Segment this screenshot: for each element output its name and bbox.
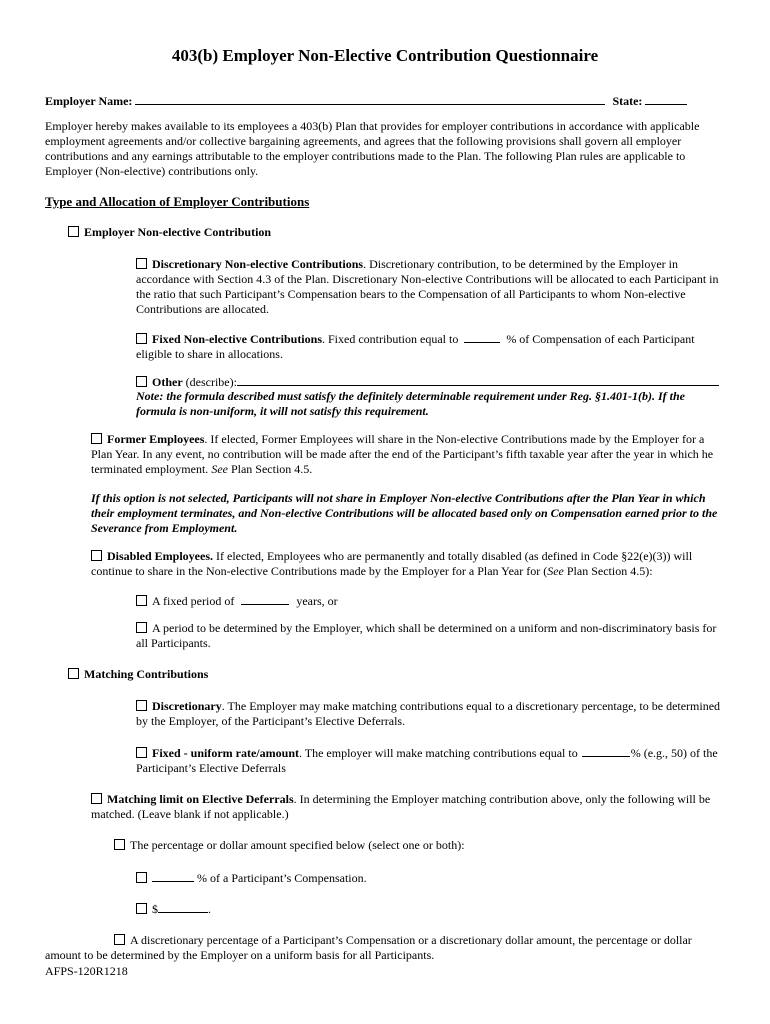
employer-name-row: [45, 93, 735, 109]
nonelective-checkbox[interactable]: [68, 226, 79, 237]
matching-discretionary-label: Discretionary: [152, 699, 222, 713]
pct-or-dollar-option: [114, 838, 726, 853]
employer-period-option: [136, 621, 726, 651]
dollar-checkbox[interactable]: [136, 903, 147, 914]
disabled-employees-text-b: Plan Section 4.5):: [563, 564, 653, 578]
matching-option: [68, 667, 208, 682]
disabled-employees-label: Disabled Employees.: [107, 549, 214, 563]
fixed-nonelective-percent-field[interactable]: [464, 331, 500, 343]
pct-comp-option: [136, 870, 367, 886]
disc-pct-checkbox[interactable]: [114, 934, 125, 945]
matching-checkbox[interactable]: [68, 668, 79, 679]
fixed-nonelective-text-a: . Fixed contribution equal to: [322, 332, 459, 346]
discretionary-nonelective-checkbox[interactable]: [136, 258, 147, 269]
employer-period-text: A period to be determined by the Employer, which shall be determined on a uniform and non-discriminatory basis for all Participants.: [136, 621, 717, 650]
disabled-employees-text-a: If elected, Employees who are permanently and totally disabled (as defined in Code §22(e)(3)) will continue to share in the Non-elective Contributions made by the Employer for a Plan Year for (: [91, 549, 693, 578]
matching-limit-text: . In determining the Employer matching contribution above, only the following will be matched. (Leave blank if not applicable.): [91, 792, 711, 821]
matching-limit-label: Matching limit on Elective Deferrals: [107, 792, 294, 806]
nonelective-label: Employer Non-elective Contribution: [84, 225, 272, 239]
pct-comp-text: % of a Participant’s Compensation.: [197, 871, 367, 885]
pct-comp-field[interactable]: [152, 870, 194, 882]
fixed-nonelective-label: Fixed Non-elective Contributions: [152, 332, 322, 346]
matching-fixed-percent-field[interactable]: [582, 745, 630, 757]
fixed-period-checkbox[interactable]: [136, 595, 147, 606]
matching-discretionary-option: [136, 699, 726, 729]
matching-fixed-label: Fixed - uniform rate/amount: [152, 746, 299, 760]
pct-or-dollar-checkbox[interactable]: [114, 839, 125, 850]
matching-discretionary-checkbox[interactable]: [136, 700, 147, 711]
fixed-nonelective-checkbox[interactable]: [136, 333, 147, 344]
employer-period-checkbox[interactable]: [136, 622, 147, 633]
other-note: Note: the formula described must satisfy the definitely determinable requirement under Reg. §1.401-1(b). If the formula is non-uniform, it will not satisfy this requirement.: [136, 389, 685, 418]
pct-or-dollar-text: The percentage or dollar amount specified below (select one or both):: [130, 838, 465, 852]
discretionary-nonelective-text: . Discretionary contribution, to be determined by the Employer in accordance with Section 4.3 of the Plan. Discretionary Non-elective Contributions will be allocated to each Participant in the ratio that such Participant’s Compensation bears to the Compensation of all Participants to whom Non-elective Contributions are allocated.: [136, 257, 719, 316]
other-text: (describe):: [182, 375, 237, 389]
dollar-end: .: [208, 902, 211, 916]
other-checkbox[interactable]: [136, 376, 147, 387]
fixed-period-years-field[interactable]: [241, 593, 289, 605]
other-label: Other: [152, 375, 183, 389]
former-employees-checkbox[interactable]: [91, 433, 102, 444]
matching-limit-option: [91, 792, 726, 822]
matching-fixed-checkbox[interactable]: [136, 747, 147, 758]
dollar-sign: $: [152, 902, 158, 916]
former-employees-see: See: [211, 462, 228, 476]
discretionary-nonelective-label: Discretionary Non-elective Contributions: [152, 257, 364, 271]
section-title: Type and Allocation of Employer Contributions: [45, 194, 310, 209]
intro-paragraph: Employer hereby makes available to its employees a 403(b) Plan that provides for employer contributions in accordance with applicable employment agreements and/or collective bargaining agreements, and agrees that the following provisions shall govern all employer contributions and any earnings attributable to the employer contributions made to the Plan. The following Plan rules are applicable to Employer (Non-elective) contributions only.: [45, 119, 700, 178]
fixed-nonelective-option: [136, 331, 726, 362]
matching-fixed-text-a: . The employer will make matching contributions equal to: [298, 746, 578, 760]
former-employees-note: If this option is not selected, Participants will not share in Employer Non-elective Contributions after the Plan Year in which their employment terminates, and Non-elective Contributions will be allocated based only on Compensation earned prior to the Severance from Employment.: [91, 491, 718, 535]
disabled-employees-option: [91, 549, 726, 579]
page-title: 403(b) Employer Non-Elective Contribution Questionnaire: [171, 46, 599, 65]
matching-discretionary-text: . The Employer may make matching contributions equal to a discretionary percentage, to be determined by the Employer, of the Participant’s Elective Deferrals.: [136, 699, 721, 728]
matching-label: Matching Contributions: [84, 667, 209, 681]
state-field[interactable]: [645, 93, 687, 105]
dollar-option: [136, 901, 211, 917]
employer-name-field[interactable]: [135, 93, 605, 105]
pct-comp-checkbox[interactable]: [136, 872, 147, 883]
matching-fixed-text-b: % (e.g., 50) of the Participant’s Elective Deferrals: [136, 746, 718, 775]
former-employees-text-a: . If elected, Former Employees will share in the Non-elective Contributions made by the Employer for a Plan Year. In any event, no contribution will be made after the end of the Participant’s fifth taxable year after the year in which he terminated employment.: [91, 432, 714, 476]
discretionary-nonelective-option: [136, 257, 726, 317]
dollar-amount-field[interactable]: [158, 901, 208, 913]
fixed-period-text-a: A fixed period of: [152, 594, 235, 608]
fixed-period-option: [136, 593, 338, 609]
matching-limit-checkbox[interactable]: [91, 793, 102, 804]
state-label: State:: [612, 94, 643, 108]
other-describe-field[interactable]: [237, 374, 719, 386]
disc-pct-option: [45, 933, 725, 963]
nonelective-option: [68, 225, 271, 240]
form-footer-code: AFPS-120R1218: [45, 964, 128, 978]
matching-fixed-option: [136, 745, 726, 776]
former-employees-label: Former Employees: [107, 432, 205, 446]
former-employees-text-b: Plan Section 4.5.: [227, 462, 313, 476]
disabled-employees-see: See: [547, 564, 564, 578]
employer-name-label: Employer Name:: [45, 94, 133, 108]
former-employees-option: [91, 432, 726, 477]
fixed-period-text-b: years, or: [296, 594, 338, 608]
disabled-employees-checkbox[interactable]: [91, 550, 102, 561]
other-option: [136, 374, 726, 390]
disc-pct-text: A discretionary percentage of a Participant’s Compensation or a discretionary dollar amount, the percentage or dollar amount to be determined by the Employer on a uniform basis for all Participants.: [45, 933, 692, 962]
fixed-nonelective-text-b: % of Compensation of each Participant eligible to share in allocations.: [136, 332, 695, 361]
